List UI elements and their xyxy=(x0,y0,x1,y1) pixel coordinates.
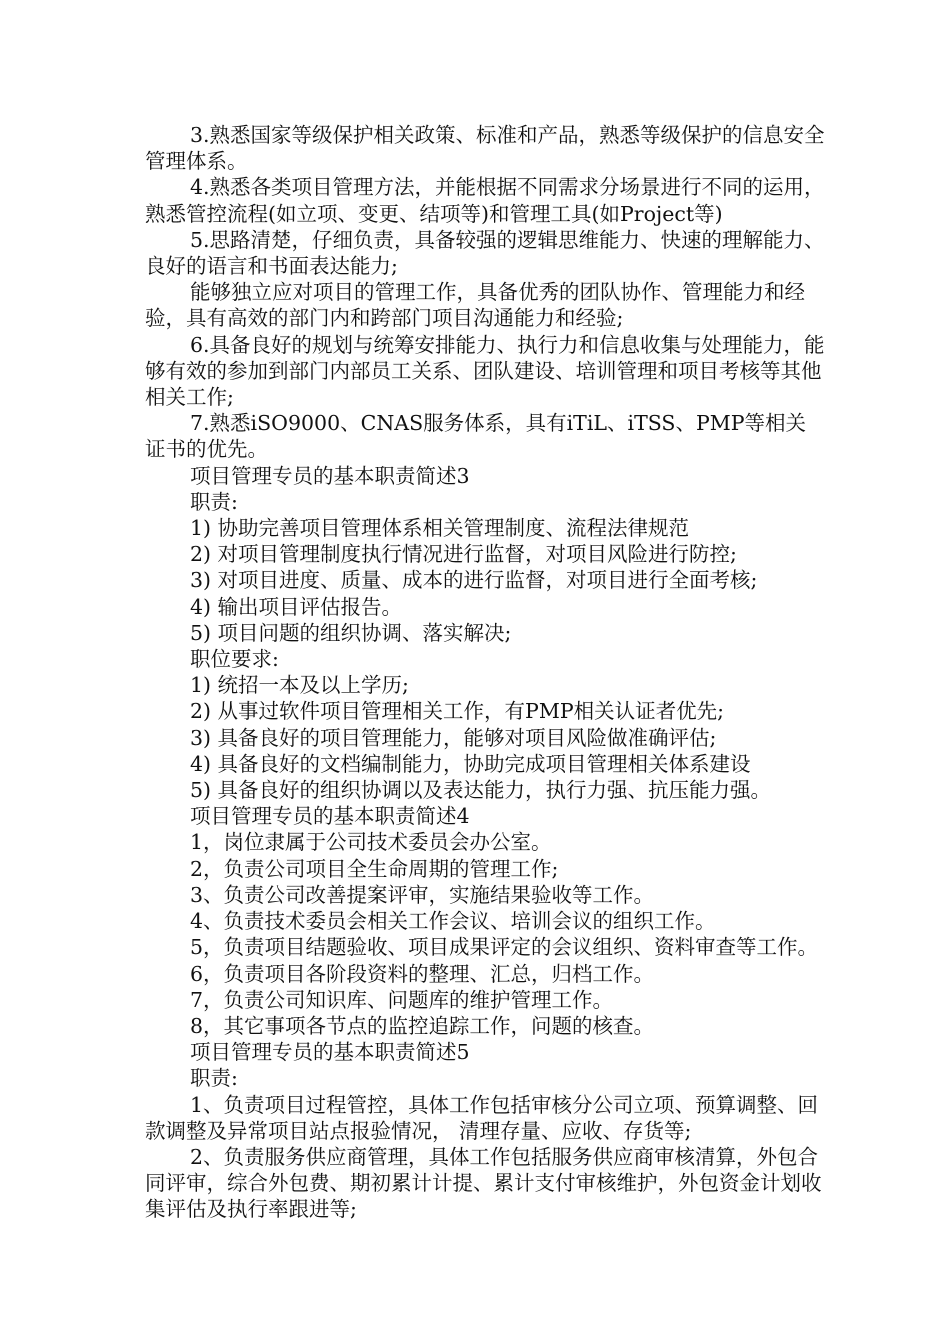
paragraph: 4.熟悉各类项目管理方法，并能根据不同需求分场景进行不同的运用，熟悉管控流程(如立项、变更、结项等)和管理工具(如Project等) xyxy=(145,175,825,226)
list-item: 2) 从事过软件项目管理相关工作，有PMP相关认证者优先; xyxy=(190,699,725,724)
document-body xyxy=(145,122,825,1223)
list-item: 6，负责项目各阶段资料的整理、汇总，归档工作。 xyxy=(190,961,655,986)
list-item: 2、负责服务供应商管理，具体工作包括服务供应商审核清算，外包合同评审，综合外包费、期初累计计提、累计支付审核维护，外包资金计划收集评估及执行率跟进等; xyxy=(145,1144,822,1222)
list-item: 3、负责公司改善提案评审，实施结果验收等工作。 xyxy=(190,882,655,907)
paragraph: 3.熟悉国家等级保护相关政策、标准和产品，熟悉等级保护的信息安全管理体系。 xyxy=(145,123,825,174)
list-item: 8，其它事项各节点的监控追踪工作，问题的核查。 xyxy=(190,1013,655,1038)
list-item: 1) 统招一本及以上学历; xyxy=(190,673,409,698)
list-item: 3) 具备良好的项目管理能力，能够对项目风险做准确评估; xyxy=(190,725,717,750)
list-item: 2) 对项目管理制度执行情况进行监督，对项目风险进行防控; xyxy=(190,542,737,567)
subheading: 职位要求: xyxy=(190,647,279,672)
list-item: 1、负责项目过程管控，具体工作包括审核分公司立项、预算调整、回款调整及异常项目站点报验情况， 清理存量、应收、存货等; xyxy=(145,1092,819,1143)
paragraph: 能够独立应对项目的管理工作，具备优秀的团队协作、管理能力和经验，具有高效的部门内和跨部门项目沟通能力和经验; xyxy=(145,280,805,331)
list-item: 4) 输出项目评估报告。 xyxy=(190,594,403,619)
subheading: 职责: xyxy=(190,489,238,514)
list-item: 5) 项目问题的组织协调、落实解决; xyxy=(190,620,512,645)
list-item: 1) 协助完善项目管理体系相关管理制度、流程法律规范 xyxy=(190,516,690,541)
paragraph: 7.熟悉iSO9000、CNAS服务体系，具有iTiL、iTSS、PMP等相关证书的优先。 xyxy=(145,411,807,462)
list-item: 2，负责公司项目全生命周期的管理工作; xyxy=(190,856,559,881)
list-item: 5) 具备良好的组织协调以及表达能力，执行力强、抗压能力强。 xyxy=(190,778,772,803)
subheading: 职责: xyxy=(190,1066,238,1091)
section-heading: 项目管理专员的基本职责简述5 xyxy=(190,1040,470,1065)
section-heading: 项目管理专员的基本职责简述4 xyxy=(190,804,470,829)
list-item: 4、负责技术委员会相关工作会议、培训会议的组织工作。 xyxy=(190,909,716,934)
paragraph: 5.思路清楚，仔细负责，具备较强的逻辑思维能力、快速的理解能力、良好的语言和书面表达能力; xyxy=(145,227,825,279)
list-item: 7，负责公司知识库、问题库的维护管理工作。 xyxy=(190,987,614,1012)
list-item: 3) 对项目进度、质量、成本的进行监督，对项目进行全面考核; xyxy=(190,568,758,593)
paragraph: 6.具备良好的规划与统筹安排能力、执行力和信息收集与处理能力，能够有效的参加到部门内部员工关系、团队建设、培训管理和项目考核等其他相关工作; xyxy=(145,332,825,410)
list-item: 4) 具备良好的文档编制能力，协助完成项目管理相关体系建设 xyxy=(190,751,751,776)
list-item: 5，负责项目结题验收、项目成果评定的会议组织、资料审查等工作。 xyxy=(190,935,819,960)
list-item: 1，岗位隶属于公司技术委员会办公室。 xyxy=(190,830,552,855)
section-heading: 项目管理专员的基本职责简述3 xyxy=(190,463,470,488)
